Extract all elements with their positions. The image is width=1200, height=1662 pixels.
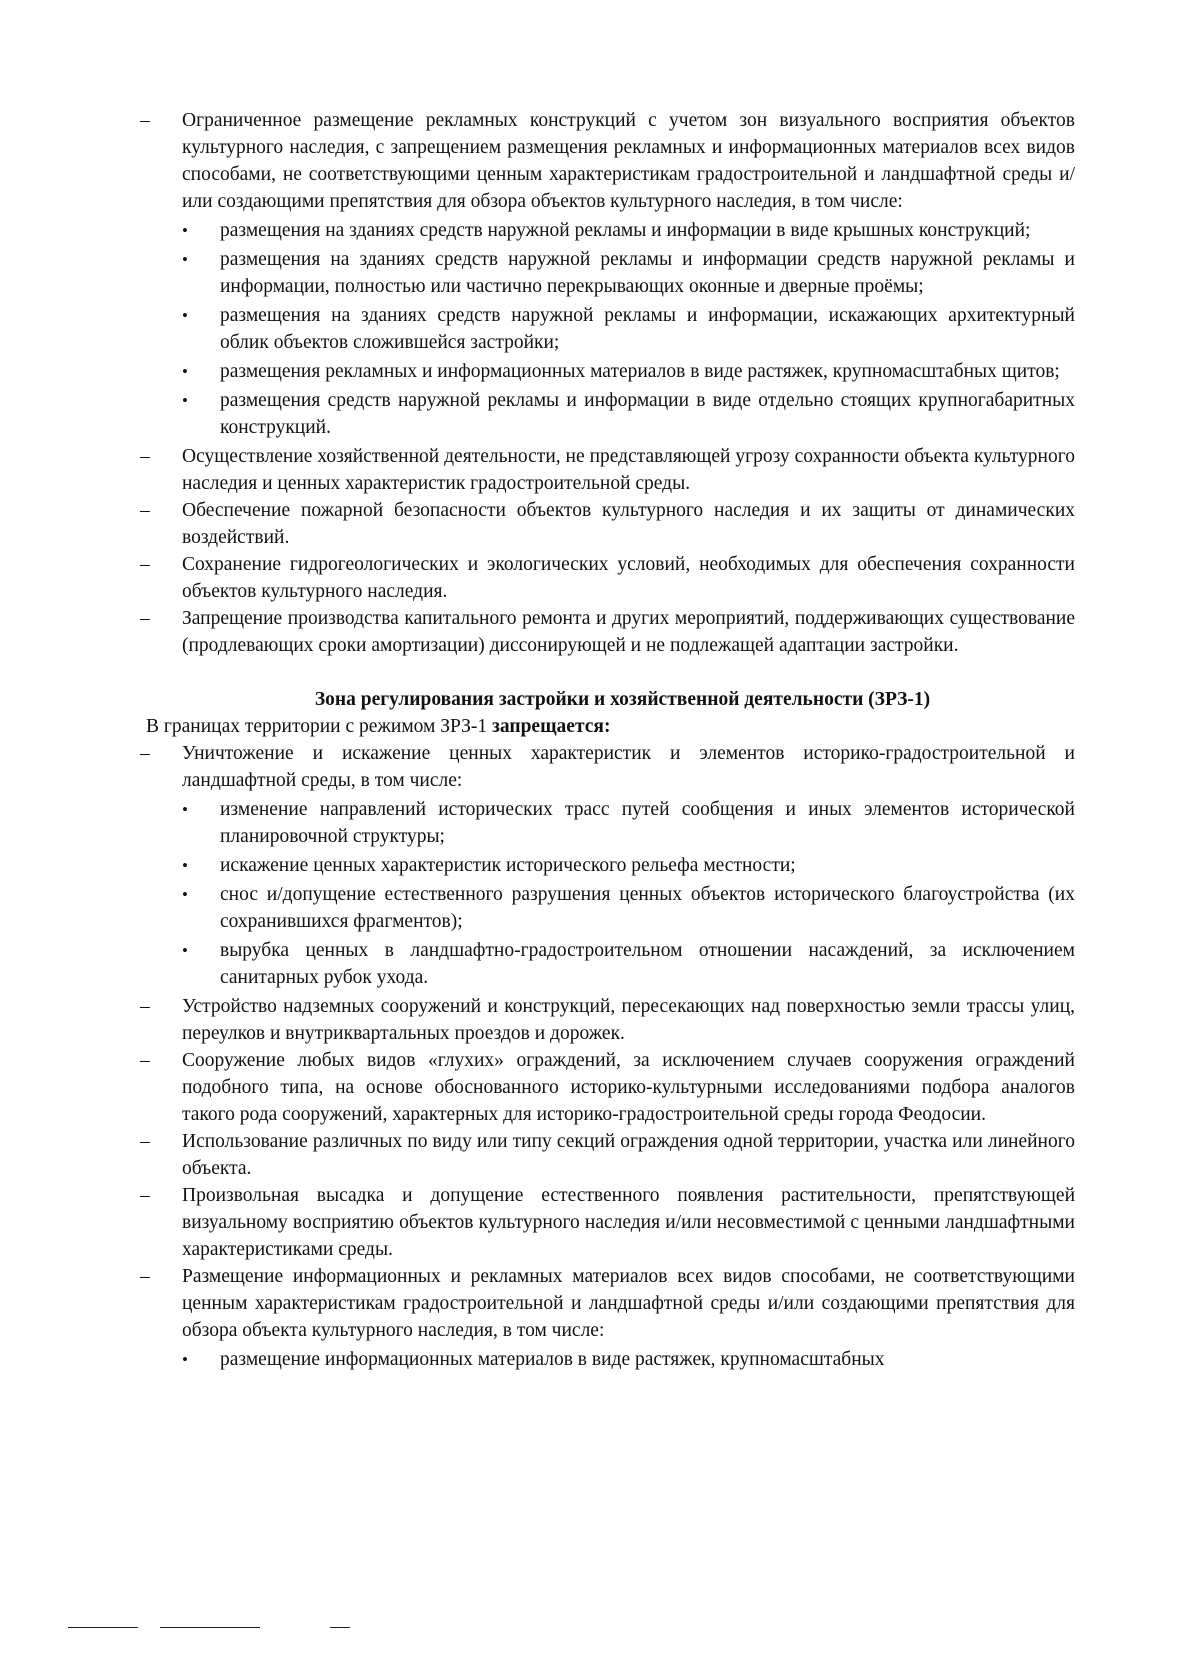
footer-rule (330, 1627, 350, 1628)
footer-rule (160, 1627, 260, 1628)
dash-marker: – (140, 110, 150, 131)
list-item-text: Размещение информационных и рекламных материалов всех видов способами, не соответствующими ценным характеристикам градостроительной и ландшафтной среды и/или создающими препятствия для обзора объекта культурного наследия, в том числе: (182, 1266, 1075, 1341)
bullet-item (140, 937, 1075, 991)
dash-marker: – (140, 1131, 150, 1152)
bullet-marker: • (182, 221, 188, 240)
bullet-item (140, 217, 1075, 244)
list-item-text: Обеспечение пожарной безопасности объектов культурного наследия и их защиты от динамических воздействий. (182, 500, 1075, 548)
section-1 (140, 107, 1075, 659)
intro-text: В границах территории с режимом ЗРЗ-1 (146, 716, 493, 737)
list-item-text: Уничтожение и искажение ценных характеристик и элементов историко-градостроительной и ландшафтной среды, в том числе: (182, 743, 1075, 791)
dash-marker: – (140, 1266, 150, 1287)
bullet-marker: • (182, 800, 188, 819)
footer-scan-marks (0, 1627, 1200, 1631)
bullet-marker: • (182, 250, 188, 269)
bullet-item (140, 387, 1075, 441)
list-item-text: Запрещение производства капитального ремонта и других мероприятий, поддерживающих существование (продлевающих сроки амортизации) диссонирующей и не подлежащей адаптации застройки. (182, 608, 1075, 656)
section-2 (140, 686, 1075, 1373)
bullet-item (140, 246, 1075, 300)
bullet-item (140, 358, 1075, 385)
footer-rule (68, 1627, 138, 1628)
bullet-text: размещения на зданиях средств наружной рекламы и информации, искажающих архитектурный облик объектов сложившейся застройки; (220, 305, 1075, 353)
list-item (140, 1263, 1075, 1344)
bullet-item (140, 302, 1075, 356)
list-item (140, 605, 1075, 659)
list-item (140, 1047, 1075, 1128)
bullet-marker: • (182, 1350, 188, 1369)
dash-marker: – (140, 446, 150, 467)
list-item-text: Устройство надземных сооружений и конструкций, пересекающих над поверхностью земли трассы улиц, переулков и внутриквартальных проездов и дорожек. (182, 996, 1075, 1044)
dash-marker: – (140, 500, 150, 521)
bullet-item (140, 1346, 1075, 1373)
list-item-text: Произвольная высадка и допущение естественного появления растительности, препятствующей визуальному восприятию объектов культурного наследия и/или несовместимой с ценными ландшафтными характеристиками среды. (182, 1185, 1075, 1260)
list-item-text: Ограниченное размещение рекламных конструкций с учетом зон визуального восприятия объектов культурного наследия, с запрещением размещения рекламных и информационных материалов всех видов способами, не соответствующими ценным характеристикам градостроительной и ландшафтной среды и/или создающими препятствия для обзора объектов культурного наследия, в том числе: (182, 110, 1075, 212)
dash-marker: – (140, 1050, 150, 1071)
list-item (140, 497, 1075, 551)
bullet-text: размещение информационных материалов в виде растяжек, крупномасштабных (220, 1349, 885, 1370)
list-item-text: Сохранение гидрогеологических и экологических условий, необходимых для обеспечения сохранности объектов культурного наследия. (182, 554, 1075, 602)
list-item-text: Сооружение любых видов «глухих» ограждений, за исключением случаев сооружения ограждений подобного типа, на основе обоснованного историко-культурными исследованиями подбора аналогов такого рода сооружений, характерных для историко-градостроительной среды города Феодосии. (182, 1050, 1075, 1125)
document-body (140, 107, 1075, 1375)
bullet-marker: • (182, 306, 188, 325)
list-item (140, 551, 1075, 605)
bullet-marker: • (182, 391, 188, 410)
bullet-marker: • (182, 856, 188, 875)
bullet-text: размещения средств наружной рекламы и информации в виде отдельно стоящих крупногабаритных конструкций. (220, 390, 1075, 438)
bullet-text: изменение направлений исторических трасс путей сообщения и иных элементов исторической планировочной структуры; (220, 799, 1075, 847)
list-item (140, 107, 1075, 215)
intro-emphasis: запрещается: (492, 716, 611, 737)
dash-marker: – (140, 1185, 150, 1206)
bullet-text: размещения на зданиях средств наружной рекламы и информации средств наружной рекламы и информации, полностью или частично перекрывающих оконные и дверные проёмы; (220, 249, 1075, 297)
bullet-text: размещения рекламных и информационных материалов в виде растяжек, крупномасштабных щитов; (220, 361, 1060, 382)
list-item-text: Осуществление хозяйственной деятельности, не представляющей угрозу сохранности объекта культурного наследия и ценных характеристик градостроительной среды. (182, 446, 1075, 494)
bullet-marker: • (182, 941, 188, 960)
bullet-text: размещения на зданиях средств наружной рекламы и информации в виде крышных конструкций; (220, 220, 1031, 241)
list-item (140, 443, 1075, 497)
list-item (140, 1128, 1075, 1182)
dash-marker: – (140, 743, 150, 764)
dash-marker: – (140, 996, 150, 1017)
list-item (140, 740, 1075, 794)
bullet-text: искажение ценных характеристик исторического рельефа местности; (220, 855, 796, 876)
list-item (140, 1182, 1075, 1263)
bullet-marker: • (182, 362, 188, 381)
bullet-item (140, 881, 1075, 935)
section-intro (140, 713, 1075, 740)
bullet-marker: • (182, 885, 188, 904)
dash-marker: – (140, 608, 150, 629)
bullet-text: вырубка ценных в ландшафтно-градостроительном отношении насаждений, за исключением санитарных рубок ухода. (220, 940, 1075, 988)
section-heading: Зона регулирования застройки и хозяйственной деятельности (ЗРЗ-1) (314, 689, 931, 710)
list-item (140, 993, 1075, 1047)
bullet-item (140, 796, 1075, 850)
bullet-item (140, 852, 1075, 879)
bullet-text: снос и/допущение естественного разрушения ценных объектов исторического благоустройства (их сохранившихся фрагментов); (220, 884, 1075, 932)
dash-marker: – (140, 554, 150, 575)
list-item-text: Использование различных по виду или типу секций ограждения одной территории, участка или линейного объекта. (182, 1131, 1075, 1179)
